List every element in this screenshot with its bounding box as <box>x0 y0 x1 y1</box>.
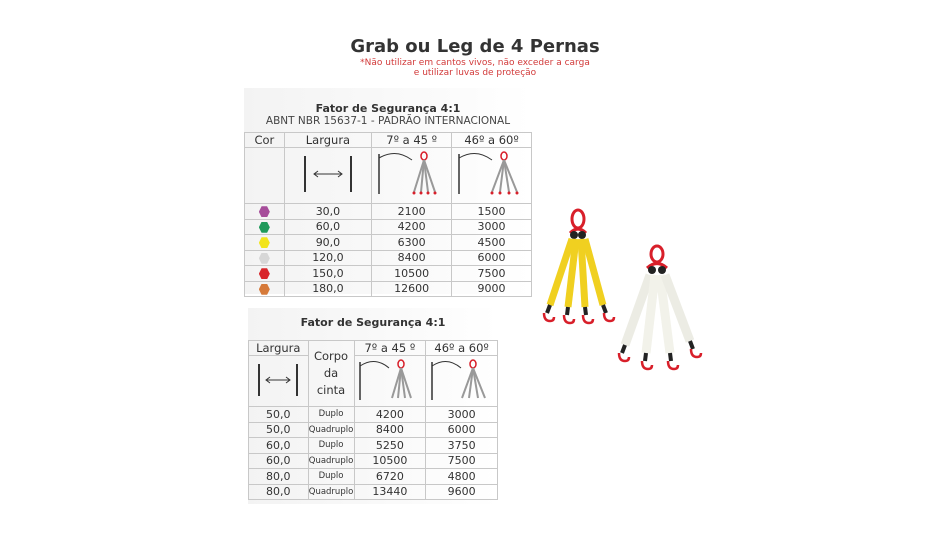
table-row <box>249 469 498 485</box>
page-title: Grab ou Leg de 4 Pernas <box>350 36 600 57</box>
color-swatch-cell <box>245 250 285 266</box>
table-row <box>245 204 532 220</box>
color-hexagon-icon <box>259 268 270 279</box>
header-largura: Largura <box>284 133 372 148</box>
capacity-panel-1 <box>244 88 532 294</box>
table-row <box>249 438 498 454</box>
color-hexagon-icon <box>259 284 270 295</box>
largura-cell: 150,0 <box>284 266 372 282</box>
white-sling-illustration <box>619 246 701 369</box>
angle-7-45-diagram-icon <box>354 356 426 407</box>
capacity-46-60-cell: 4800 <box>426 469 498 485</box>
table1-subtitle: ABNT NBR 15637-1 - PADRÃO INTERNACIONAL <box>265 115 511 127</box>
largura-cell: 60,0 <box>249 438 309 454</box>
color-swatch-cell <box>245 235 285 251</box>
angle-46-60-diagram-icon <box>452 148 532 204</box>
color-hexagon-icon <box>259 206 270 217</box>
color-swatch-cell <box>245 266 285 282</box>
largura-cell: 50,0 <box>249 422 309 438</box>
capacity-7-45-cell: 10500 <box>354 453 426 469</box>
largura-cell: 60,0 <box>249 453 309 469</box>
width-diagram-icon <box>284 148 372 204</box>
largura-cell: 80,0 <box>249 484 309 500</box>
largura-cell: 50,0 <box>249 407 309 423</box>
header-largura: Largura <box>249 341 309 356</box>
capacity-7-45-cell: 6300 <box>372 235 452 251</box>
capacity-46-60-cell: 6000 <box>452 250 532 266</box>
table-row <box>249 484 498 500</box>
warning-line-1: *Não utilizar em cantos vivos, não exceder a carga <box>360 58 590 68</box>
table1-title: Fator de Segurança 4:1 <box>315 102 461 115</box>
header-angle-46-60: 46º a 60º <box>426 341 498 356</box>
color-swatch-cell <box>245 281 285 297</box>
table-row <box>245 266 532 282</box>
capacity-46-60-cell: 3000 <box>452 219 532 235</box>
angle-7-45-diagram-icon <box>372 148 452 204</box>
largura-cell: 90,0 <box>284 235 372 251</box>
corpo-cell: Quadruplo <box>308 453 354 469</box>
capacity-7-45-cell: 2100 <box>372 204 452 220</box>
capacity-46-60-cell: 4500 <box>452 235 532 251</box>
color-hexagon-icon <box>259 222 270 233</box>
largura-cell: 60,0 <box>284 219 372 235</box>
largura-cell: 80,0 <box>249 469 309 485</box>
table-row <box>249 422 498 438</box>
header-angle-46-60: 46º a 60º <box>452 133 532 148</box>
table-row <box>245 219 532 235</box>
capacity-46-60-cell: 3000 <box>426 407 498 423</box>
capacity-table-2 <box>248 340 498 500</box>
largura-cell: 30,0 <box>284 204 372 220</box>
capacity-46-60-cell: 9000 <box>452 281 532 297</box>
color-hexagon-icon <box>259 237 270 248</box>
capacity-7-45-cell: 4200 <box>354 407 426 423</box>
table1-header-row <box>245 133 532 148</box>
table-row <box>245 250 532 266</box>
capacity-7-45-cell: 5250 <box>354 438 426 454</box>
header-corpo-da-cinta: Corpo da cinta <box>308 341 354 407</box>
corpo-cell: Quadruplo <box>308 484 354 500</box>
capacity-46-60-cell: 7500 <box>452 266 532 282</box>
capacity-46-60-cell: 3750 <box>426 438 498 454</box>
table-row <box>249 407 498 423</box>
capacity-panel-2 <box>248 308 498 504</box>
capacity-46-60-cell: 9600 <box>426 484 498 500</box>
capacity-46-60-cell: 1500 <box>452 204 532 220</box>
table-row <box>245 235 532 251</box>
largura-cell: 180,0 <box>284 281 372 297</box>
capacity-7-45-cell: 10500 <box>372 266 452 282</box>
corpo-cell: Duplo <box>308 438 354 454</box>
capacity-7-45-cell: 12600 <box>372 281 452 297</box>
angle-46-60-diagram-icon <box>426 356 498 407</box>
capacity-7-45-cell: 13440 <box>354 484 426 500</box>
color-hexagon-icon <box>259 253 270 264</box>
capacity-46-60-cell: 6000 <box>426 422 498 438</box>
table2-illustration-row <box>249 356 498 407</box>
table2-title: Fator de Segurança 4:1 <box>300 316 446 329</box>
largura-cell: 120,0 <box>284 250 372 266</box>
capacity-7-45-cell: 4200 <box>372 219 452 235</box>
color-swatch-cell <box>245 219 285 235</box>
capacity-46-60-cell: 7500 <box>426 453 498 469</box>
table-row <box>245 281 532 297</box>
warning-line-2: e utilizar luvas de proteção <box>413 68 537 78</box>
capacity-7-45-cell: 6720 <box>354 469 426 485</box>
capacity-table-1 <box>244 132 532 297</box>
header-angle-7-45: 7º a 45 º <box>372 133 452 148</box>
header-cor: Cor <box>245 133 285 148</box>
four-leg-sling-photo <box>530 205 730 385</box>
color-swatch-cell <box>245 204 285 220</box>
table2-header-row <box>249 341 498 356</box>
header-angle-7-45: 7º a 45 º <box>354 341 426 356</box>
width-diagram-icon <box>249 356 309 407</box>
corpo-cell: Duplo <box>308 407 354 423</box>
corpo-cell: Quadruplo <box>308 422 354 438</box>
table-row <box>249 453 498 469</box>
capacity-7-45-cell: 8400 <box>372 250 452 266</box>
capacity-7-45-cell: 8400 <box>354 422 426 438</box>
yellow-sling-illustration <box>544 210 614 323</box>
corpo-cell: Duplo <box>308 469 354 485</box>
table1-illustration-row <box>245 148 532 204</box>
